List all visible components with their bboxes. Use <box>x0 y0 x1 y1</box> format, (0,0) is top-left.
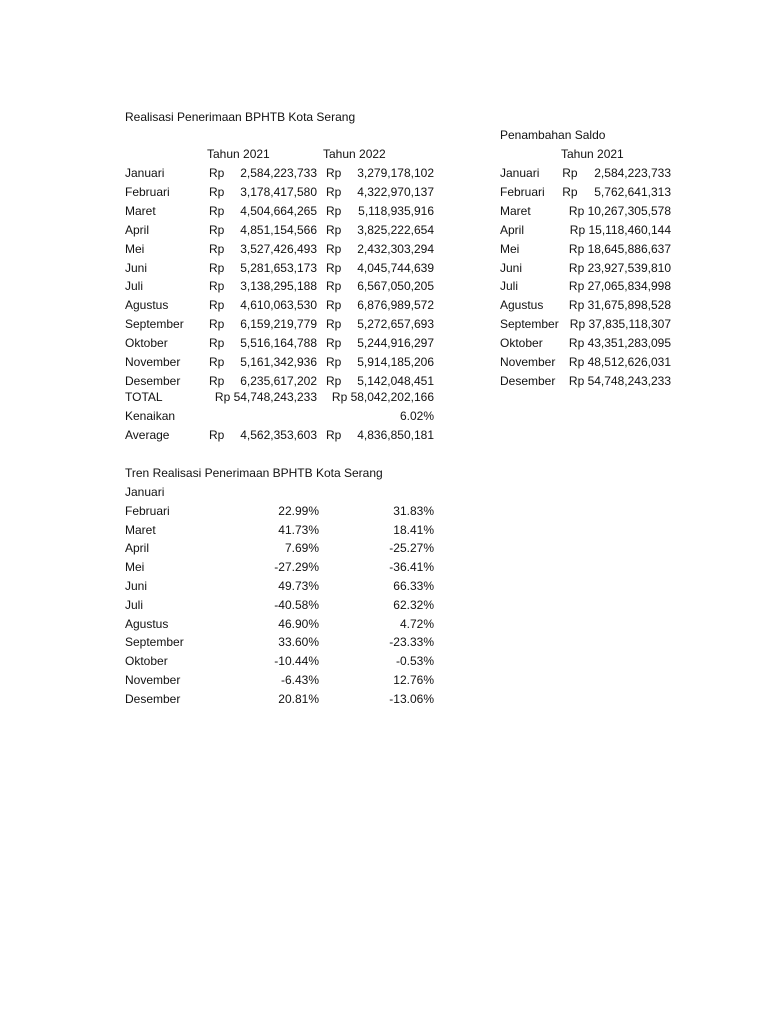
table1-rp-2022: Rp <box>326 298 342 313</box>
table1-value-2022: 4,045,744,639 <box>357 260 434 275</box>
table3-pct-2021: 46.90% <box>278 616 319 631</box>
table1-rp-2021: Rp <box>209 184 225 199</box>
table1-value-2021: 3,527,426,493 <box>240 241 317 256</box>
table2-value: Rp 15,118,460,144 <box>569 222 671 237</box>
table1-value-2021: 6,235,617,202 <box>240 373 317 388</box>
table3-month-label: Oktober <box>125 654 168 669</box>
table1-rp-2021: Rp <box>209 279 225 294</box>
table1-value-2022: 5,244,916,297 <box>357 336 434 351</box>
table1-header-2021: Tahun 2021 <box>207 147 270 161</box>
table1-rp-2021: Rp <box>209 241 225 256</box>
table1-rp-2022: Rp <box>326 279 342 294</box>
table2-value: Rp 23,927,539,810 <box>568 260 671 275</box>
table2-month-label: Februari <box>500 184 545 199</box>
table1-kenaikan-value: 6.02% <box>399 409 434 423</box>
table3-month-label: Januari <box>125 485 165 499</box>
table3-pct-2021: 7.69% <box>284 541 319 556</box>
table3-month-label: November <box>125 673 181 687</box>
table1-rp-2022: Rp <box>326 260 342 275</box>
table1-month-label: Oktober <box>125 336 168 351</box>
table1-value-2022: 4,322,970,137 <box>357 184 434 199</box>
table1-kenaikan-label: Kenaikan <box>125 409 176 423</box>
table1-rp-2022: Rp <box>326 317 342 332</box>
table2-month-label: Maret <box>500 203 531 218</box>
table1-rp-2021: Rp <box>209 222 225 237</box>
table1-average-rp-2021: Rp <box>209 428 225 442</box>
table1-value-2022: 5,272,657,693 <box>357 317 434 332</box>
table3-pct-2021: 41.73% <box>278 522 319 537</box>
table1-title: Realisasi Penerimaan BPHTB Kota Serang <box>125 110 356 124</box>
table1-average-label: Average <box>125 428 170 442</box>
table1-value-2022: 3,825,222,654 <box>357 222 434 237</box>
table3-pct-2022: 4.72% <box>399 616 434 631</box>
table2-value: Rp 5,762,641,313 <box>562 184 671 199</box>
table1-rp-2022: Rp <box>326 355 342 369</box>
table3-pct-2021: -10.44% <box>274 654 319 669</box>
table3-month-label: September <box>125 635 184 650</box>
table1-value-2021: 4,610,063,530 <box>240 298 317 313</box>
table1-rp-2022: Rp <box>326 184 342 199</box>
table3-pct-2022: 12.76% <box>393 673 434 687</box>
table1-value-2021: 6,159,219,779 <box>240 317 317 332</box>
table1-value-2022: 6,876,989,572 <box>357 298 434 313</box>
table1-rp-2021: Rp <box>209 373 225 388</box>
table1-value-2021: 3,138,295,188 <box>240 279 317 294</box>
table3-month-label: Agustus <box>125 616 169 631</box>
table3-pct-2021: -27.29% <box>274 560 319 575</box>
table1-header-2022: Tahun 2022 <box>323 147 386 161</box>
table1-rp-2021: Rp <box>209 260 225 275</box>
table1-rp-2022: Rp <box>326 166 342 180</box>
table1-month-label: Mei <box>125 241 145 256</box>
table3-pct-2022: -25.27% <box>389 541 434 556</box>
table3-pct-2022: 31.83% <box>393 503 434 518</box>
table2-value: Rp 37,835,118,307 <box>569 317 671 332</box>
table2-month-label: September <box>500 317 559 332</box>
table1-value-2021: 5,281,653,173 <box>240 260 317 275</box>
table3-pct-2022: -0.53% <box>395 654 434 669</box>
table1-total-2022: Rp 58,042,202,166 <box>331 390 434 404</box>
table1-value-2022: 5,142,048,451 <box>357 373 434 388</box>
table1-rp-2021: Rp <box>209 166 225 180</box>
table3-pct-2022: 66.33% <box>393 579 434 593</box>
table1-value-2021: 2,584,223,733 <box>240 166 317 180</box>
table1-value-2022: 3,279,178,102 <box>357 166 434 180</box>
table3-pct-2021: 22.99% <box>278 503 319 518</box>
table1-month-label: Maret <box>125 203 156 218</box>
table3-month-label: Juni <box>125 579 148 593</box>
table1-value-2021: 4,851,154,566 <box>240 222 317 237</box>
table1-month-label: Januari <box>125 166 165 180</box>
table1-value-2022: 2,432,303,294 <box>357 241 434 256</box>
table3-month-label: April <box>125 541 150 556</box>
table3-pct-2021: 33.60% <box>278 635 319 650</box>
table2-title: Penambahan Saldo <box>500 128 606 142</box>
table1-rp-2021: Rp <box>209 355 225 369</box>
table2-month-label: Agustus <box>500 298 544 313</box>
table1-value-2021: 3,178,417,580 <box>240 184 317 199</box>
table1-rp-2022: Rp <box>326 336 342 351</box>
table1-rp-2022: Rp <box>326 222 342 237</box>
table3-pct-2022: -23.33% <box>389 635 434 650</box>
table1-value-2022: 6,567,050,205 <box>357 279 434 294</box>
table1-month-label: November <box>125 355 181 369</box>
table1-value-2021: 5,161,342,936 <box>240 355 317 369</box>
table1-month-label: Desember <box>125 373 181 388</box>
table3-pct-2021: -6.43% <box>280 673 319 687</box>
table3-month-label: Desember <box>125 691 181 706</box>
table2-value: Rp 43,351,283,095 <box>568 336 671 351</box>
table1-total-label: TOTAL <box>125 390 163 404</box>
table3-month-label: Februari <box>125 503 170 518</box>
table1-rp-2022: Rp <box>326 373 342 388</box>
table1-month-label: April <box>125 222 150 237</box>
table1-month-label: Juni <box>125 260 148 275</box>
table3-month-label: Juli <box>125 597 144 612</box>
table2-month-label: Oktober <box>500 336 543 351</box>
table1-value-2021: 4,504,664,265 <box>240 203 317 218</box>
table3-pct-2022: -13.06% <box>389 691 434 706</box>
table2-month-label: Juni <box>500 260 523 275</box>
table1-rp-2021: Rp <box>209 203 225 218</box>
table1-rp-2021: Rp <box>209 317 225 332</box>
table3-month-label: Mei <box>125 560 145 575</box>
table2-value: Rp 2,584,223,733 <box>562 166 671 180</box>
table3-pct-2021: -40.58% <box>274 597 319 612</box>
table3-pct-2021: 20.81% <box>278 691 319 706</box>
table2-month-label: Mei <box>500 241 520 256</box>
table2-month-label: Januari <box>500 166 540 180</box>
table1-value-2021: 5,516,164,788 <box>240 336 317 351</box>
table1-value-2022: 5,914,185,206 <box>357 355 434 369</box>
table1-month-label: September <box>125 317 184 332</box>
table1-value-2022: 5,118,935,916 <box>358 203 434 218</box>
table3-pct-2022: 62.32% <box>393 597 434 612</box>
table1-total-2021: Rp 54,748,243,233 <box>214 390 317 404</box>
table2-value: Rp 27,065,834,998 <box>568 279 671 294</box>
table3-pct-2022: 18.41% <box>393 522 434 537</box>
table1-average-rp-2022: Rp <box>326 428 342 442</box>
table1-month-label: Agustus <box>125 298 169 313</box>
table1-average-2022: 4,836,850,181 <box>357 428 434 442</box>
table1-rp-2022: Rp <box>326 203 342 218</box>
table1-month-label: Februari <box>125 184 170 199</box>
table2-month-label: November <box>500 355 556 369</box>
table1-rp-2021: Rp <box>209 298 225 313</box>
table2-month-label: Desember <box>500 373 556 388</box>
table2-month-label: April <box>500 222 525 237</box>
table3-month-label: Maret <box>125 522 156 537</box>
table2-value: Rp 54,748,243,233 <box>568 373 671 388</box>
table3-pct-2021: 49.73% <box>278 579 319 593</box>
table2-value: Rp 31,675,898,528 <box>568 298 671 313</box>
table2-month-label: Juli <box>500 279 519 294</box>
table2-value: Rp 18,645,886,637 <box>568 241 671 256</box>
table3-pct-2022: -36.41% <box>389 560 434 575</box>
table1-rp-2021: Rp <box>209 336 225 351</box>
table1-rp-2022: Rp <box>326 241 342 256</box>
table1-month-label: Juli <box>125 279 144 294</box>
table1-average-2021: 4,562,353,603 <box>240 428 317 442</box>
table2-value: Rp 10,267,305,578 <box>568 203 671 218</box>
table2-value: Rp 48,512,626,031 <box>568 355 671 369</box>
table2-header-2021: Tahun 2021 <box>561 147 624 161</box>
table3-title: Tren Realisasi Penerimaan BPHTB Kota Serang <box>125 466 383 480</box>
